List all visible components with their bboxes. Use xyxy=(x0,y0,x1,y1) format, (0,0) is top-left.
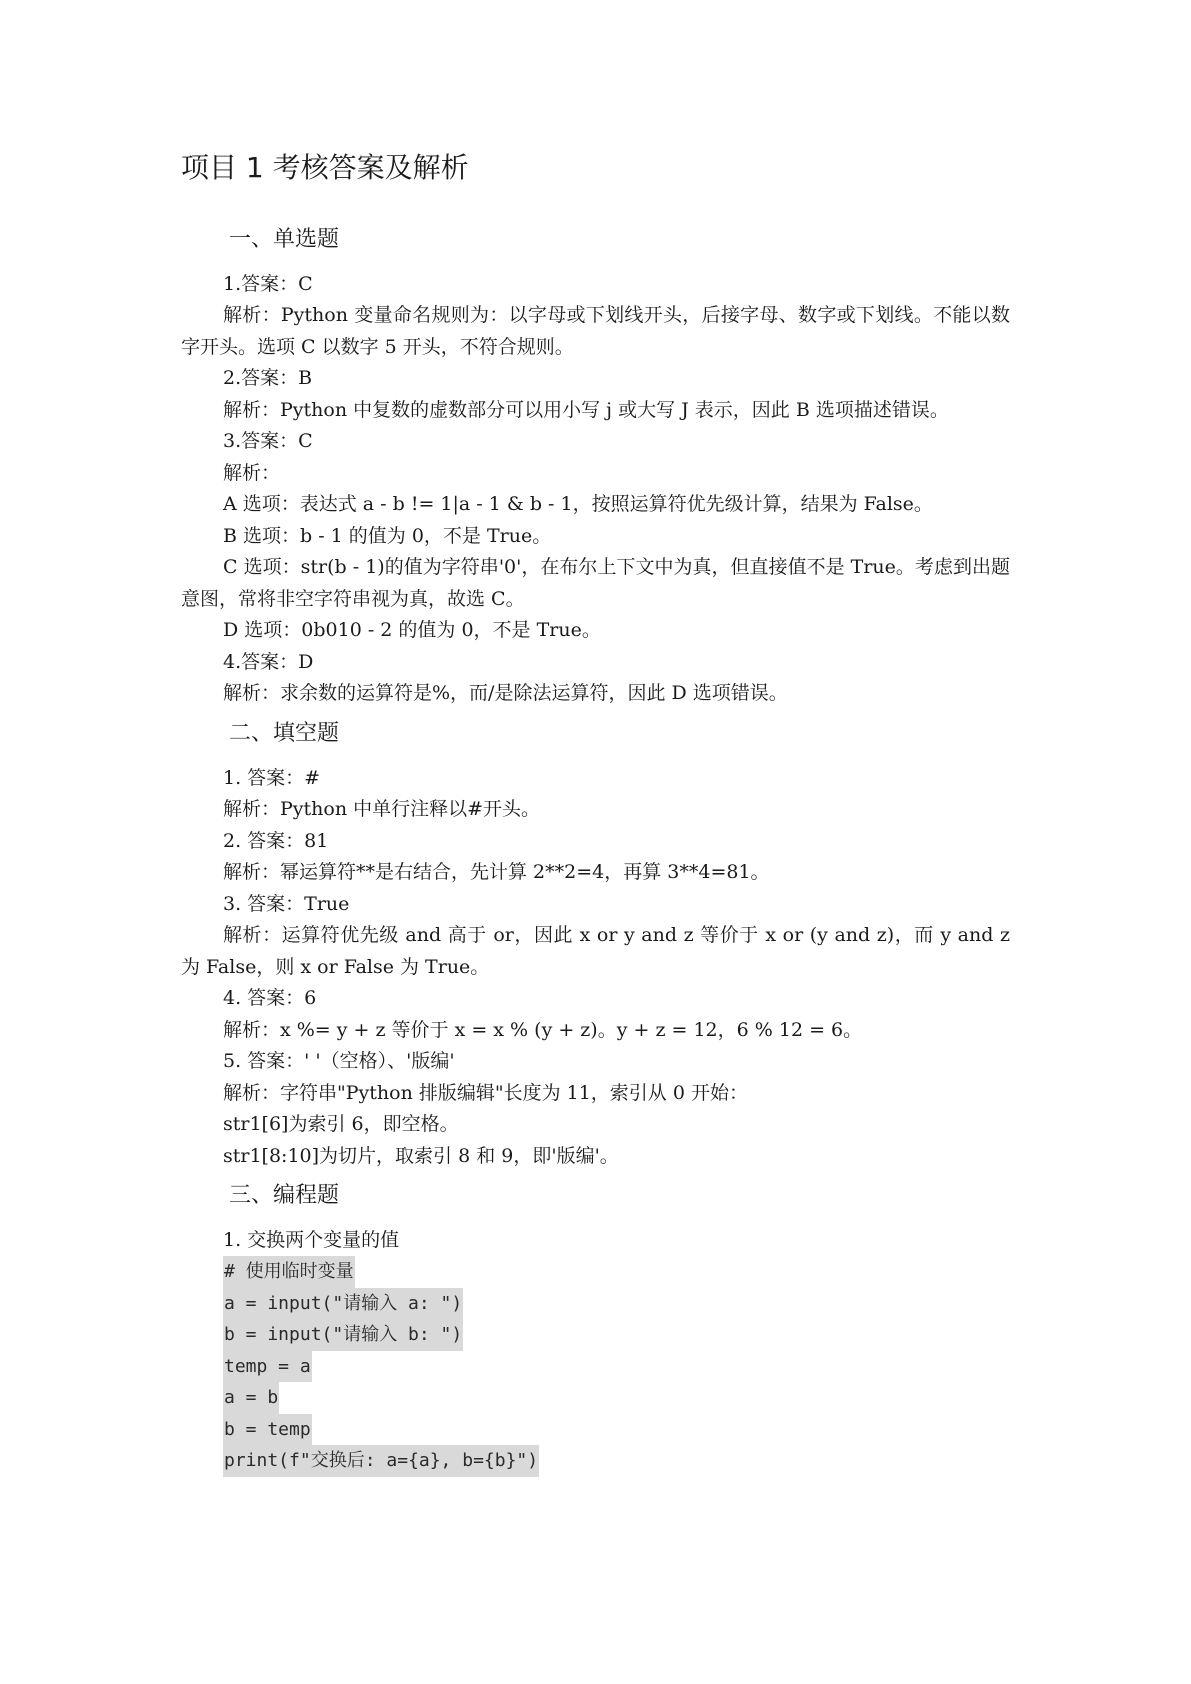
option-explanation-line: B 选项：b - 1 的值为 0，不是 True。 xyxy=(223,524,552,547)
answer-line: 2. 答案：81 xyxy=(223,829,329,852)
answer-line: 4. 答案：6 xyxy=(223,987,317,1010)
explanation-line: 解析：幂运算符**是右结合，先计算 2**2=4，再算 3**4=81。 xyxy=(223,861,770,884)
option-explanation-line: C 选项：str(b - 1)的值为字符串'0'，在布尔上下文中为真，但直接值不是 True。考虑到出题意图，常将非空字符串视为真，故选 C。 xyxy=(181,556,1010,610)
section-heading-fill-blank: 二、填空题 xyxy=(229,720,340,746)
answer-line: 3. 答案：True xyxy=(223,892,350,915)
explanation-line: 解析：Python 变量命名规则为：以字母或下划线开头，后接字母、数字或下划线。不能以数字开头。选项 C 以数字 5 开头，不符合规则。 xyxy=(181,304,1010,358)
answer-line: 4.答案：D xyxy=(223,650,314,673)
explanation-line: 解析：求余数的运算符是%，而/是除法运算符，因此 D 选项错误。 xyxy=(223,682,788,705)
answer-line: 3.答案：C xyxy=(223,430,313,453)
answer-line: 2.答案：B xyxy=(223,367,313,390)
answer-line: 1. 答案：# xyxy=(223,766,321,789)
section-heading-programming: 三、编程题 xyxy=(229,1183,340,1209)
explanation-line: str1[8:10]为切片，取索引 8 和 9，即'版编'。 xyxy=(223,1144,619,1167)
answer-line: 1.答案：C xyxy=(223,272,313,295)
code-line: temp = a xyxy=(223,1351,312,1383)
code-block xyxy=(223,1256,1010,1477)
answer-line: 5. 答案：' '（空格）、'版编' xyxy=(223,1050,455,1073)
code-line: # 使用临时变量 xyxy=(223,1256,355,1288)
option-explanation-line: D 选项：0b010 - 2 的值为 0，不是 True。 xyxy=(223,619,601,642)
explanation-line: 解析：字符串"Python 排版编辑"长度为 11，索引从 0 开始： xyxy=(223,1081,748,1104)
code-line: print(f"交换后: a={a}, b={b}") xyxy=(223,1445,539,1477)
explanation-line: 解析：运算符优先级 and 高于 or，因此 x or y and z 等价于 x or (y and z)，而 y and z 为 False，则 x or False 为 True。 xyxy=(181,924,1010,978)
code-line: b = input("请输入 b: ") xyxy=(223,1319,463,1351)
explanation-line: 解析： xyxy=(223,461,281,484)
question-line: 1. 交换两个变量的值 xyxy=(223,1228,400,1251)
option-explanation-line: A 选项：表达式 a - b != 1|a - 1 & b - 1，按照运算符优先级计算，结果为 False。 xyxy=(223,493,933,516)
explanation-line: 解析：Python 中单行注释以#开头。 xyxy=(223,798,541,821)
explanation-line: 解析：Python 中复数的虚数部分可以用小写 j 或大写 J 表示，因此 B 选项描述错误。 xyxy=(223,398,949,421)
explanation-line: 解析：x %= y + z 等价于 x = x % (y + z)。y + z = 12，6 % 12 = 6。 xyxy=(223,1018,863,1041)
code-line: a = input("请输入 a: ") xyxy=(223,1288,463,1320)
code-line: a = b xyxy=(223,1382,279,1414)
section-heading-single-choice: 一、单选题 xyxy=(229,227,340,253)
document-title: 项目 1 考核答案及解析 xyxy=(181,151,469,184)
explanation-line: str1[6]为索引 6，即空格。 xyxy=(223,1113,459,1136)
code-line: b = temp xyxy=(223,1414,312,1446)
